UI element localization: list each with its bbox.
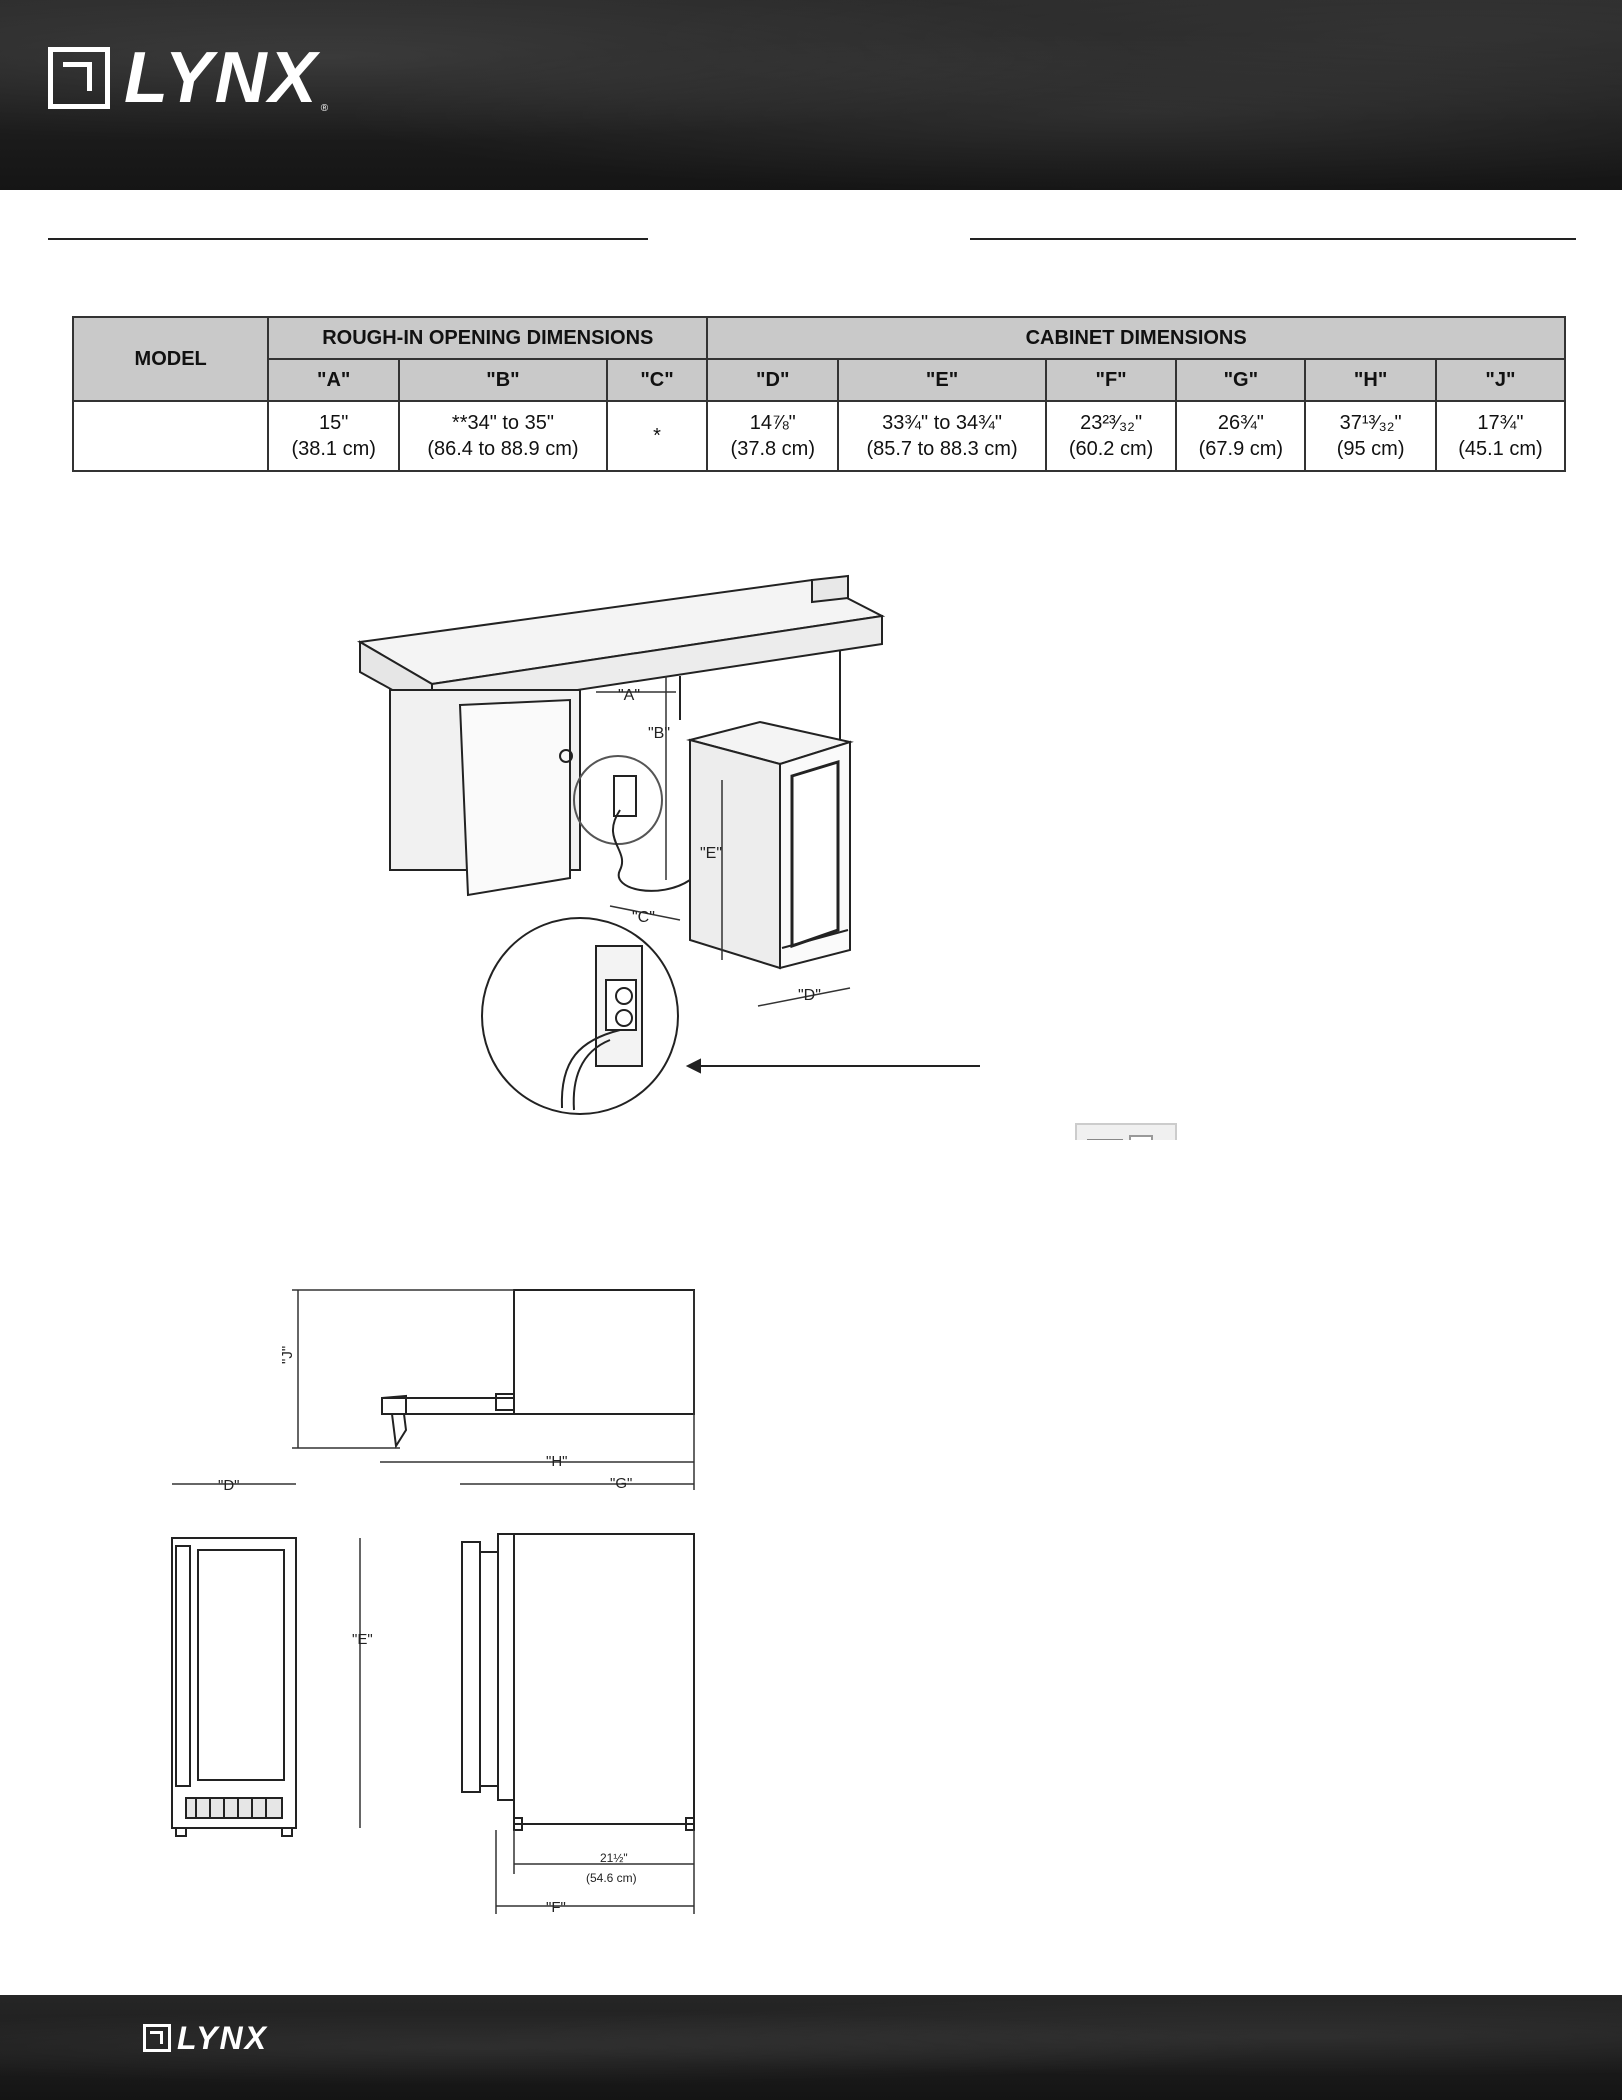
- cell-a: [268, 401, 399, 471]
- col-header-g: "G": [1176, 359, 1305, 401]
- side-view: [462, 1534, 694, 1830]
- elevation-views: [160, 1280, 720, 1920]
- label-depth-cm: (54.6 cm): [586, 1871, 637, 1885]
- left-divider: [48, 238, 648, 240]
- col-header-a: "A": [268, 359, 399, 401]
- label-g: "G": [610, 1475, 633, 1492]
- installation-diagram: [260, 540, 1270, 1140]
- label-f: "F": [546, 1899, 566, 1916]
- label-h: "H": [546, 1453, 568, 1470]
- label-a: "A": [618, 687, 641, 704]
- footer-logo-mark-icon: [143, 2024, 171, 2052]
- registered-mark: ®: [320, 103, 329, 114]
- col-header-c: "C": [607, 359, 708, 401]
- table-row: [73, 401, 1565, 471]
- label-e: "E": [700, 845, 723, 862]
- footer-logo-text: LYNX: [177, 2020, 268, 2056]
- cell-g-in: 26¾": [1217, 412, 1264, 434]
- cell-g: [1176, 401, 1305, 471]
- cell-d: [707, 401, 838, 471]
- cell-a-in: 15": [319, 412, 349, 434]
- cell-h: [1305, 401, 1435, 471]
- dimensions-table: [72, 316, 1566, 472]
- outlet-icon: [614, 776, 636, 816]
- label-c: "C": [632, 909, 655, 926]
- label-e-front: "E": [352, 1631, 373, 1648]
- cell-g-cm: (67.9 cm): [1198, 438, 1284, 460]
- cell-e-in: 33¾" to 34¾": [882, 412, 1002, 434]
- cell-b-in: **34" to 35": [451, 412, 554, 434]
- arrow-head-icon: [688, 1060, 700, 1072]
- power-cord: [613, 810, 690, 891]
- cell-d-cm: (37.8 cm): [730, 438, 815, 460]
- col-header-e: "E": [838, 359, 1046, 401]
- cell-j-cm: (45.1 cm): [1458, 438, 1543, 460]
- col-header-j: "J": [1436, 359, 1565, 401]
- outlet-detail-circle: [482, 918, 678, 1114]
- cabinet-group-header: CABINET DIMENSIONS: [707, 317, 1565, 359]
- col-header-f: "F": [1046, 359, 1176, 401]
- cell-j-in: 17¾": [1477, 412, 1524, 434]
- cell-f: [1046, 401, 1176, 471]
- front-view: [172, 1538, 296, 1836]
- lynx-logo-mark-icon: [48, 47, 110, 109]
- label-b: "B": [648, 725, 671, 742]
- label-d-front: "D": [218, 1477, 240, 1494]
- footer-banner: [0, 1995, 1622, 2100]
- cell-a-cm: (38.1 cm): [291, 438, 376, 460]
- cell-b: [399, 401, 607, 471]
- cell-b-cm: (86.4 to 88.9 cm): [427, 438, 579, 460]
- right-divider: [970, 238, 1576, 240]
- lynx-logo: [48, 38, 329, 118]
- left-cabinet: [390, 690, 580, 895]
- cell-e: [838, 401, 1046, 471]
- cell-d-in: 14⅞": [749, 412, 796, 434]
- label-depth: 21½": [600, 1851, 628, 1865]
- cell-h-in: 37¹³⁄₃₂": [1339, 412, 1402, 434]
- model-cell: [73, 401, 268, 471]
- footer-lynx-logo: [143, 2022, 268, 2054]
- cell-j: [1436, 401, 1565, 471]
- col-header-b: "B": [399, 359, 607, 401]
- col-header-h: "H": [1305, 359, 1435, 401]
- cell-c: [607, 401, 708, 471]
- cell-f-cm: (60.2 cm): [1068, 438, 1154, 460]
- label-d: "D": [798, 987, 821, 1004]
- cell-c-in: *: [653, 425, 661, 447]
- model-header: MODEL: [73, 317, 268, 401]
- cell-h-cm: (95 cm): [1336, 438, 1405, 460]
- col-header-d: "D": [707, 359, 838, 401]
- logo-text: LYNX: [124, 38, 319, 118]
- rough-in-group-header: ROUGH-IN OPENING DIMENSIONS: [268, 317, 707, 359]
- label-j: "J": [279, 1345, 296, 1364]
- recessed-outlet-kit-image: [1076, 1124, 1208, 1140]
- cell-e-cm: (85.7 to 88.3 cm): [866, 438, 1018, 460]
- cell-f-in: 23²³⁄₃₂": [1080, 412, 1143, 434]
- top-view: [382, 1290, 694, 1446]
- header-banner: [0, 0, 1622, 190]
